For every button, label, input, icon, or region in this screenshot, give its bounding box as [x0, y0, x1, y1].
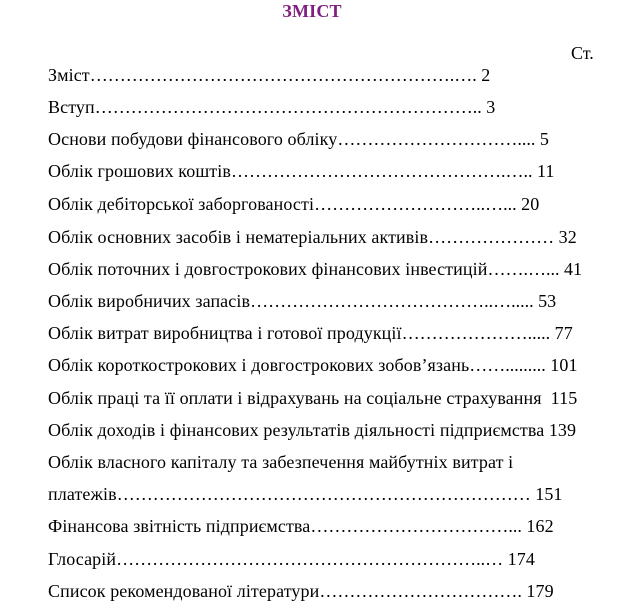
toc-entry-label: Облік виробничих запасів [48, 291, 251, 311]
toc-entry [48, 129, 549, 149]
toc-entry-page: 53 [538, 291, 557, 311]
toc-entry-page: 20 [521, 194, 540, 214]
toc-entry-label: Фінансова звітність підприємства [48, 516, 311, 536]
toc-entry-leader: ……………………………………………………..… [116, 549, 508, 569]
toc-entry-label: Облік поточних і довгострокових фінансових інвестицій [48, 259, 488, 279]
toc-entry [48, 65, 490, 85]
toc-entry [48, 420, 576, 440]
toc-entry [48, 452, 513, 472]
toc-entry-label: Облік доходів і фінансових результатів діяльності підприємства [48, 420, 545, 440]
toc-entry-leader: ……………………………. [319, 581, 527, 601]
toc-entry-label: Облік короткострокових і довгострокових зобов’язань [48, 355, 470, 375]
toc-entry-page: 174 [507, 549, 535, 569]
toc-entry-label: Облік грошових коштів [48, 161, 231, 181]
toc-entry-page: 101 [550, 355, 578, 375]
toc-entry [48, 549, 535, 569]
toc-entry-page: 5 [539, 129, 549, 149]
toc-entry-label: платежів [48, 484, 117, 504]
toc-entry [48, 388, 577, 408]
toc-entry-leader: …….…... [487, 259, 564, 279]
toc-entry-label: Вступ [48, 97, 95, 117]
document-title: ЗМІСТ [282, 1, 342, 21]
toc-entry-leader: ………………………..…... [314, 194, 522, 214]
toc-entry-page: 77 [554, 323, 573, 343]
toc-entry [48, 227, 577, 247]
toc-entry [48, 355, 578, 375]
toc-entry-leader: ……......... [469, 355, 551, 375]
page-column-header: Ст. [571, 43, 594, 63]
toc-entry-label: Основи побудови фінансового обліку [48, 129, 338, 149]
toc-entry [48, 259, 582, 279]
toc-entry [48, 291, 556, 311]
toc-entry-label: Глосарій [48, 549, 117, 569]
toc-entry-leader: ………………… [428, 227, 559, 247]
toc-entry-leader: …………………………………..…..... [250, 291, 539, 311]
toc-entry-page: 151 [535, 484, 563, 504]
toc-entry-label: Облік дебіторської заборгованості [48, 194, 315, 214]
toc-entry-page: 115 [550, 388, 578, 408]
toc-entry-page: 11 [536, 161, 555, 181]
toc-entry [48, 323, 573, 343]
toc-entry-page: 139 [548, 420, 577, 440]
toc-entry-label: Облік основних засобів і нематеріальних активів [48, 227, 429, 247]
toc-entry-leader: ……………………………………………………….. [94, 97, 487, 117]
toc-entry-page: 3 [486, 97, 496, 117]
toc-entry [48, 516, 554, 536]
toc-entry-leader: ……………………………………….….. [230, 161, 537, 181]
toc-entry-label: Облік витрат виробництва і готової продукції [48, 323, 402, 343]
toc-entry [48, 484, 563, 504]
toc-entry-label: Список рекомендованої літератури [48, 581, 320, 601]
toc-entry-page: 179 [526, 581, 554, 601]
toc-entry-leader: …………………..... [401, 323, 555, 343]
toc-entry-leader: ………………………….... [337, 129, 540, 149]
toc-entry-leader: …………………………………………………………… [116, 484, 536, 504]
toc-entry-page: 32 [558, 227, 577, 247]
toc-entry-leader [542, 388, 551, 408]
toc-entry [48, 194, 539, 214]
toc-entry [48, 97, 495, 117]
toc-entry [48, 161, 555, 181]
toc-entry-leader: …………………………………………………….…. [89, 65, 482, 85]
toc-entry-label: Облік власного капіталу та забезпечення майбутніх витрат і [48, 452, 514, 472]
toc-entry-page: 2 [481, 65, 491, 85]
toc-entry-page: 41 [563, 259, 583, 279]
toc-entry-label: Зміст [48, 65, 90, 85]
toc-entry-label: Облік праці та її оплати і відрахувань на соціальне страхування [48, 388, 542, 408]
toc-entry [48, 581, 554, 601]
toc-entry-page: 162 [526, 516, 554, 536]
toc-entry-leader: ……………………………... [310, 516, 527, 536]
